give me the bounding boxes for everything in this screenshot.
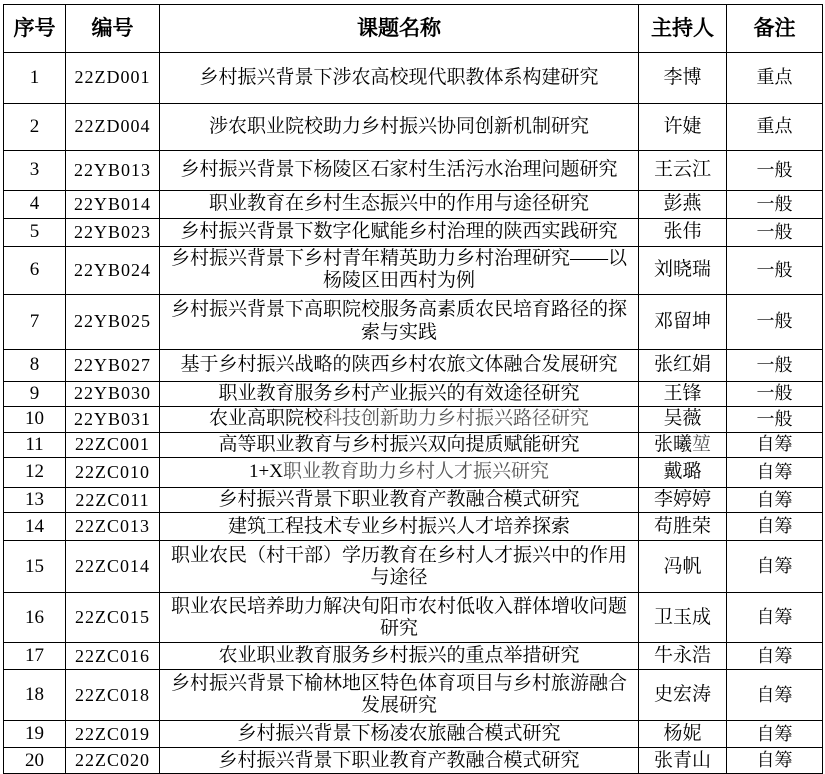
host-cell: [639, 53, 727, 104]
cell-text: 许婕: [663, 115, 702, 137]
cell-text: 22YB024: [73, 259, 151, 280]
title-cell: [160, 104, 639, 151]
host-cell: [639, 151, 727, 191]
row-no-cell: [4, 513, 66, 541]
host-cell: [639, 488, 727, 513]
table-row: [4, 458, 823, 488]
code-cell: [66, 593, 160, 643]
cell-text: 彭燕: [663, 193, 702, 215]
table-row: [4, 513, 823, 541]
cell-text: 乡村振兴背景下榆林地区特色体育项目与乡村旅游融合发展研究: [170, 673, 627, 717]
code-cell: [66, 294, 160, 349]
table-row: [4, 432, 823, 457]
cell-text: 职业教育服务乡村产业振兴的有效途径研究: [218, 382, 580, 404]
cell-text: 自筹: [756, 489, 793, 510]
title-cell: [160, 670, 639, 721]
cell-text: 22YB031: [73, 408, 151, 429]
cell-text: 18: [25, 684, 44, 706]
cell-text: 牛永浩: [653, 645, 711, 667]
cell-text: 乡村振兴背景下涉农高校现代职教体系构建研究: [199, 66, 599, 88]
code-cell: [66, 458, 160, 488]
note-cell: [727, 219, 823, 247]
note-cell: [727, 432, 823, 457]
cell-text: 邓留坤: [653, 310, 711, 332]
cell-text: 22ZC010: [74, 461, 150, 482]
host-cell: [639, 104, 727, 151]
code-cell: [66, 513, 160, 541]
row-no-cell: [4, 151, 66, 191]
cell-text: 乡村振兴背景下职业教育产教融合模式研究: [218, 489, 580, 511]
cell-text: 职业教育在乡村生态振兴中的作用与途径研究: [208, 193, 589, 215]
row-no-cell: [4, 191, 66, 219]
note-cell: [727, 349, 823, 381]
table-row: [4, 541, 823, 593]
code-cell: [66, 191, 160, 219]
note-cell: [727, 381, 823, 406]
note-cell: [727, 191, 823, 219]
title-cell: [160, 541, 639, 593]
cell-text: 自筹: [756, 434, 793, 455]
table-row: [4, 191, 823, 219]
table-row: [4, 643, 823, 670]
host-cell: [639, 513, 727, 541]
cell-text: 22ZC015: [74, 607, 150, 628]
cell-text: 重点: [756, 116, 793, 137]
cell-text: 史宏涛: [653, 684, 711, 706]
row-no-cell: [4, 670, 66, 721]
cell-text: 张伟: [663, 221, 702, 243]
code-cell: [66, 488, 160, 513]
cell-text: 冯帆: [663, 555, 702, 577]
host-cell: [639, 541, 727, 593]
title-cell: [160, 247, 639, 295]
note-cell: [727, 593, 823, 643]
row-no-cell: [4, 541, 66, 593]
cell-text: 22ZC020: [74, 750, 150, 771]
cell-text: 22ZC018: [74, 684, 150, 705]
cell-text: 一般: [756, 354, 793, 375]
note-cell: [727, 104, 823, 151]
table-row: [4, 488, 823, 513]
cell-text: 7: [29, 310, 40, 332]
note-cell: [727, 294, 823, 349]
note-cell: [727, 488, 823, 513]
table-row: [4, 349, 823, 381]
title-cell: [160, 349, 639, 381]
table-row: [4, 294, 823, 349]
title-cell: [160, 593, 639, 643]
row-no-cell: [4, 219, 66, 247]
cell-text: 卫玉成: [653, 606, 711, 628]
cell-text: 自筹: [756, 645, 793, 666]
title-cell: [160, 407, 639, 432]
cell-text: 20: [25, 749, 44, 771]
cell-text: 职业农民（村干部）学历教育在乡村人才振兴中的作用与途径: [170, 544, 627, 588]
host-cell: [639, 593, 727, 643]
cell-text: 22ZD001: [74, 67, 151, 88]
cell-text: 堃: [692, 433, 712, 455]
cell-text: 建筑工程技术专业乡村振兴人才培养探索: [227, 515, 570, 537]
cell-text: 科技创新助力乡村振兴路径研究: [323, 408, 590, 430]
note-cell: [727, 407, 823, 432]
cell-text: 22ZC013: [74, 516, 150, 537]
projects-table: [3, 4, 823, 774]
cell-text: 戴璐: [663, 461, 702, 483]
table-row: [4, 407, 823, 432]
code-cell: [66, 670, 160, 721]
host-cell: [639, 748, 727, 774]
host-cell: [639, 349, 727, 381]
table-row: [4, 721, 823, 748]
code-cell: [66, 381, 160, 406]
cell-text: 王云江: [653, 159, 711, 181]
cell-text: 高等职业教育与乡村振兴双向提质赋能研究: [218, 433, 580, 455]
cell-text: 22ZC014: [74, 556, 150, 577]
title-cell: [160, 191, 639, 219]
note-cell: [727, 151, 823, 191]
code-cell: [66, 53, 160, 104]
cell-text: 22YB025: [73, 311, 151, 332]
note-cell: [727, 748, 823, 774]
cell-text: 22YB027: [73, 354, 151, 375]
table-row: [4, 381, 823, 406]
table-row: [4, 247, 823, 295]
cell-text: 张曦: [653, 433, 692, 455]
cell-text: 自筹: [756, 556, 793, 577]
note-cell: [727, 721, 823, 748]
host-cell: [639, 219, 727, 247]
cell-text: 1: [29, 66, 40, 88]
row-no-cell: [4, 104, 66, 151]
host-cell: [639, 643, 727, 670]
title-cell: [160, 721, 639, 748]
cell-text: 乡村振兴背景下乡村青年精英助力乡村治理研究——以杨陵区田西村为例: [170, 248, 627, 292]
cell-text: 9: [29, 382, 40, 404]
code-cell: [66, 721, 160, 748]
header-code: 编号: [66, 5, 160, 53]
cell-text: 农业职业教育服务乡村振兴的重点举措研究: [218, 645, 580, 667]
cell-text: 1+X: [249, 461, 283, 483]
code-cell: [66, 407, 160, 432]
cell-text: 一般: [756, 383, 793, 404]
cell-text: 22ZD004: [74, 116, 151, 137]
note-cell: [727, 458, 823, 488]
table-row: [4, 748, 823, 774]
host-cell: [639, 670, 727, 721]
header-note: 备注: [727, 5, 823, 53]
code-cell: [66, 432, 160, 457]
cell-text: 王锋: [663, 382, 702, 404]
row-no-cell: [4, 458, 66, 488]
cell-text: 乡村振兴背景下杨陵区石家村生活污水治理问题研究: [180, 159, 618, 181]
note-cell: [727, 513, 823, 541]
header-host: 主持人: [639, 5, 727, 53]
title-cell: [160, 381, 639, 406]
note-cell: [727, 670, 823, 721]
cell-text: 22YB014: [73, 193, 151, 214]
table-body: [4, 53, 823, 774]
row-no-cell: [4, 247, 66, 295]
cell-text: 张青山: [653, 749, 711, 771]
host-cell: [639, 458, 727, 488]
cell-text: 吴薇: [663, 408, 702, 430]
cell-text: 3: [29, 159, 40, 181]
row-no-cell: [4, 721, 66, 748]
title-cell: [160, 488, 639, 513]
cell-text: 6: [29, 259, 40, 281]
cell-text: 13: [25, 489, 44, 511]
cell-text: 杨妮: [663, 723, 702, 745]
title-cell: [160, 458, 639, 488]
cell-text: 5: [29, 221, 40, 243]
cell-text: 22ZC001: [74, 434, 150, 455]
table-header: [4, 5, 823, 53]
title-cell: [160, 219, 639, 247]
header-row: [4, 5, 823, 53]
cell-text: 22ZC019: [74, 723, 150, 744]
note-cell: [727, 53, 823, 104]
host-cell: [639, 721, 727, 748]
code-cell: [66, 748, 160, 774]
code-cell: [66, 151, 160, 191]
cell-text: 乡村振兴背景下杨凌农旅融合模式研究: [237, 723, 561, 745]
title-cell: [160, 643, 639, 670]
cell-text: 重点: [756, 67, 793, 88]
table-row: [4, 53, 823, 104]
note-cell: [727, 247, 823, 295]
table-row: [4, 670, 823, 721]
row-no-cell: [4, 432, 66, 457]
cell-text: 乡村振兴背景下数字化赋能乡村治理的陕西实践研究: [180, 221, 618, 243]
cell-text: 12: [25, 461, 44, 483]
cell-text: 22YB013: [73, 159, 151, 180]
cell-text: 乡村振兴背景下职业教育产教融合模式研究: [218, 749, 580, 771]
host-cell: [639, 294, 727, 349]
cell-text: 一般: [756, 408, 793, 429]
code-cell: [66, 247, 160, 295]
title-cell: [160, 513, 639, 541]
code-cell: [66, 643, 160, 670]
note-cell: [727, 541, 823, 593]
cell-text: 基于乡村振兴战略的陕西乡村农旅文体融合发展研究: [180, 354, 618, 376]
cell-text: 16: [25, 606, 44, 628]
cell-text: 4: [29, 193, 40, 215]
table-row: [4, 151, 823, 191]
cell-text: 乡村振兴背景下高职院校服务高素质农民培育路径的探索与实践: [170, 299, 627, 343]
cell-text: 一般: [756, 159, 793, 180]
cell-text: 张红娟: [653, 354, 711, 376]
cell-text: 李婷婷: [653, 489, 711, 511]
cell-text: 14: [25, 515, 44, 537]
table-row: [4, 593, 823, 643]
cell-text: 农业高职院校: [208, 408, 323, 430]
cell-text: 一般: [756, 221, 793, 242]
cell-text: 自筹: [756, 750, 793, 771]
cell-text: 涉农职业院校助力乡村振兴协同创新机制研究: [208, 115, 589, 137]
cell-text: 自筹: [756, 516, 793, 537]
row-no-cell: [4, 381, 66, 406]
title-cell: [160, 53, 639, 104]
cell-text: 22YB030: [73, 383, 151, 404]
code-cell: [66, 219, 160, 247]
cell-text: 职业农民培养助力解决旬阳市农村低收入群体增收问题研究: [170, 595, 627, 639]
cell-text: 8: [29, 354, 40, 376]
cell-text: 自筹: [756, 723, 793, 744]
cell-text: 22YB023: [73, 221, 151, 242]
row-no-cell: [4, 643, 66, 670]
cell-text: 一般: [756, 311, 793, 332]
cell-text: 职业教育助力乡村人才振兴研究: [282, 461, 549, 483]
cell-text: 22ZC011: [75, 489, 150, 510]
table-row: [4, 219, 823, 247]
host-cell: [639, 407, 727, 432]
cell-text: 22ZC016: [74, 645, 150, 666]
cell-text: 苟胜荣: [653, 515, 711, 537]
cell-text: 17: [25, 645, 44, 667]
cell-text: 一般: [756, 193, 793, 214]
cell-text: 2: [29, 115, 40, 137]
code-cell: [66, 541, 160, 593]
cell-text: 自筹: [756, 607, 793, 628]
host-cell: [639, 432, 727, 457]
row-no-cell: [4, 53, 66, 104]
cell-text: 李博: [663, 66, 702, 88]
cell-text: 10: [25, 408, 44, 430]
title-cell: [160, 748, 639, 774]
cell-text: 15: [25, 555, 44, 577]
code-cell: [66, 349, 160, 381]
cell-text: 自筹: [756, 461, 793, 482]
cell-text: 19: [25, 723, 44, 745]
header-no: 序号: [4, 5, 66, 53]
row-no-cell: [4, 407, 66, 432]
row-no-cell: [4, 748, 66, 774]
host-cell: [639, 381, 727, 406]
host-cell: [639, 191, 727, 219]
cell-text: 一般: [756, 259, 793, 280]
table-row: [4, 104, 823, 151]
cell-text: 自筹: [756, 684, 793, 705]
host-cell: [639, 247, 727, 295]
row-no-cell: [4, 593, 66, 643]
header-title: 课题名称: [160, 5, 639, 53]
row-no-cell: [4, 349, 66, 381]
title-cell: [160, 151, 639, 191]
cell-text: 11: [25, 433, 44, 455]
row-no-cell: [4, 294, 66, 349]
title-cell: [160, 294, 639, 349]
cell-text: 刘晓瑞: [653, 259, 711, 281]
code-cell: [66, 104, 160, 151]
note-cell: [727, 643, 823, 670]
title-cell: [160, 432, 639, 457]
row-no-cell: [4, 488, 66, 513]
